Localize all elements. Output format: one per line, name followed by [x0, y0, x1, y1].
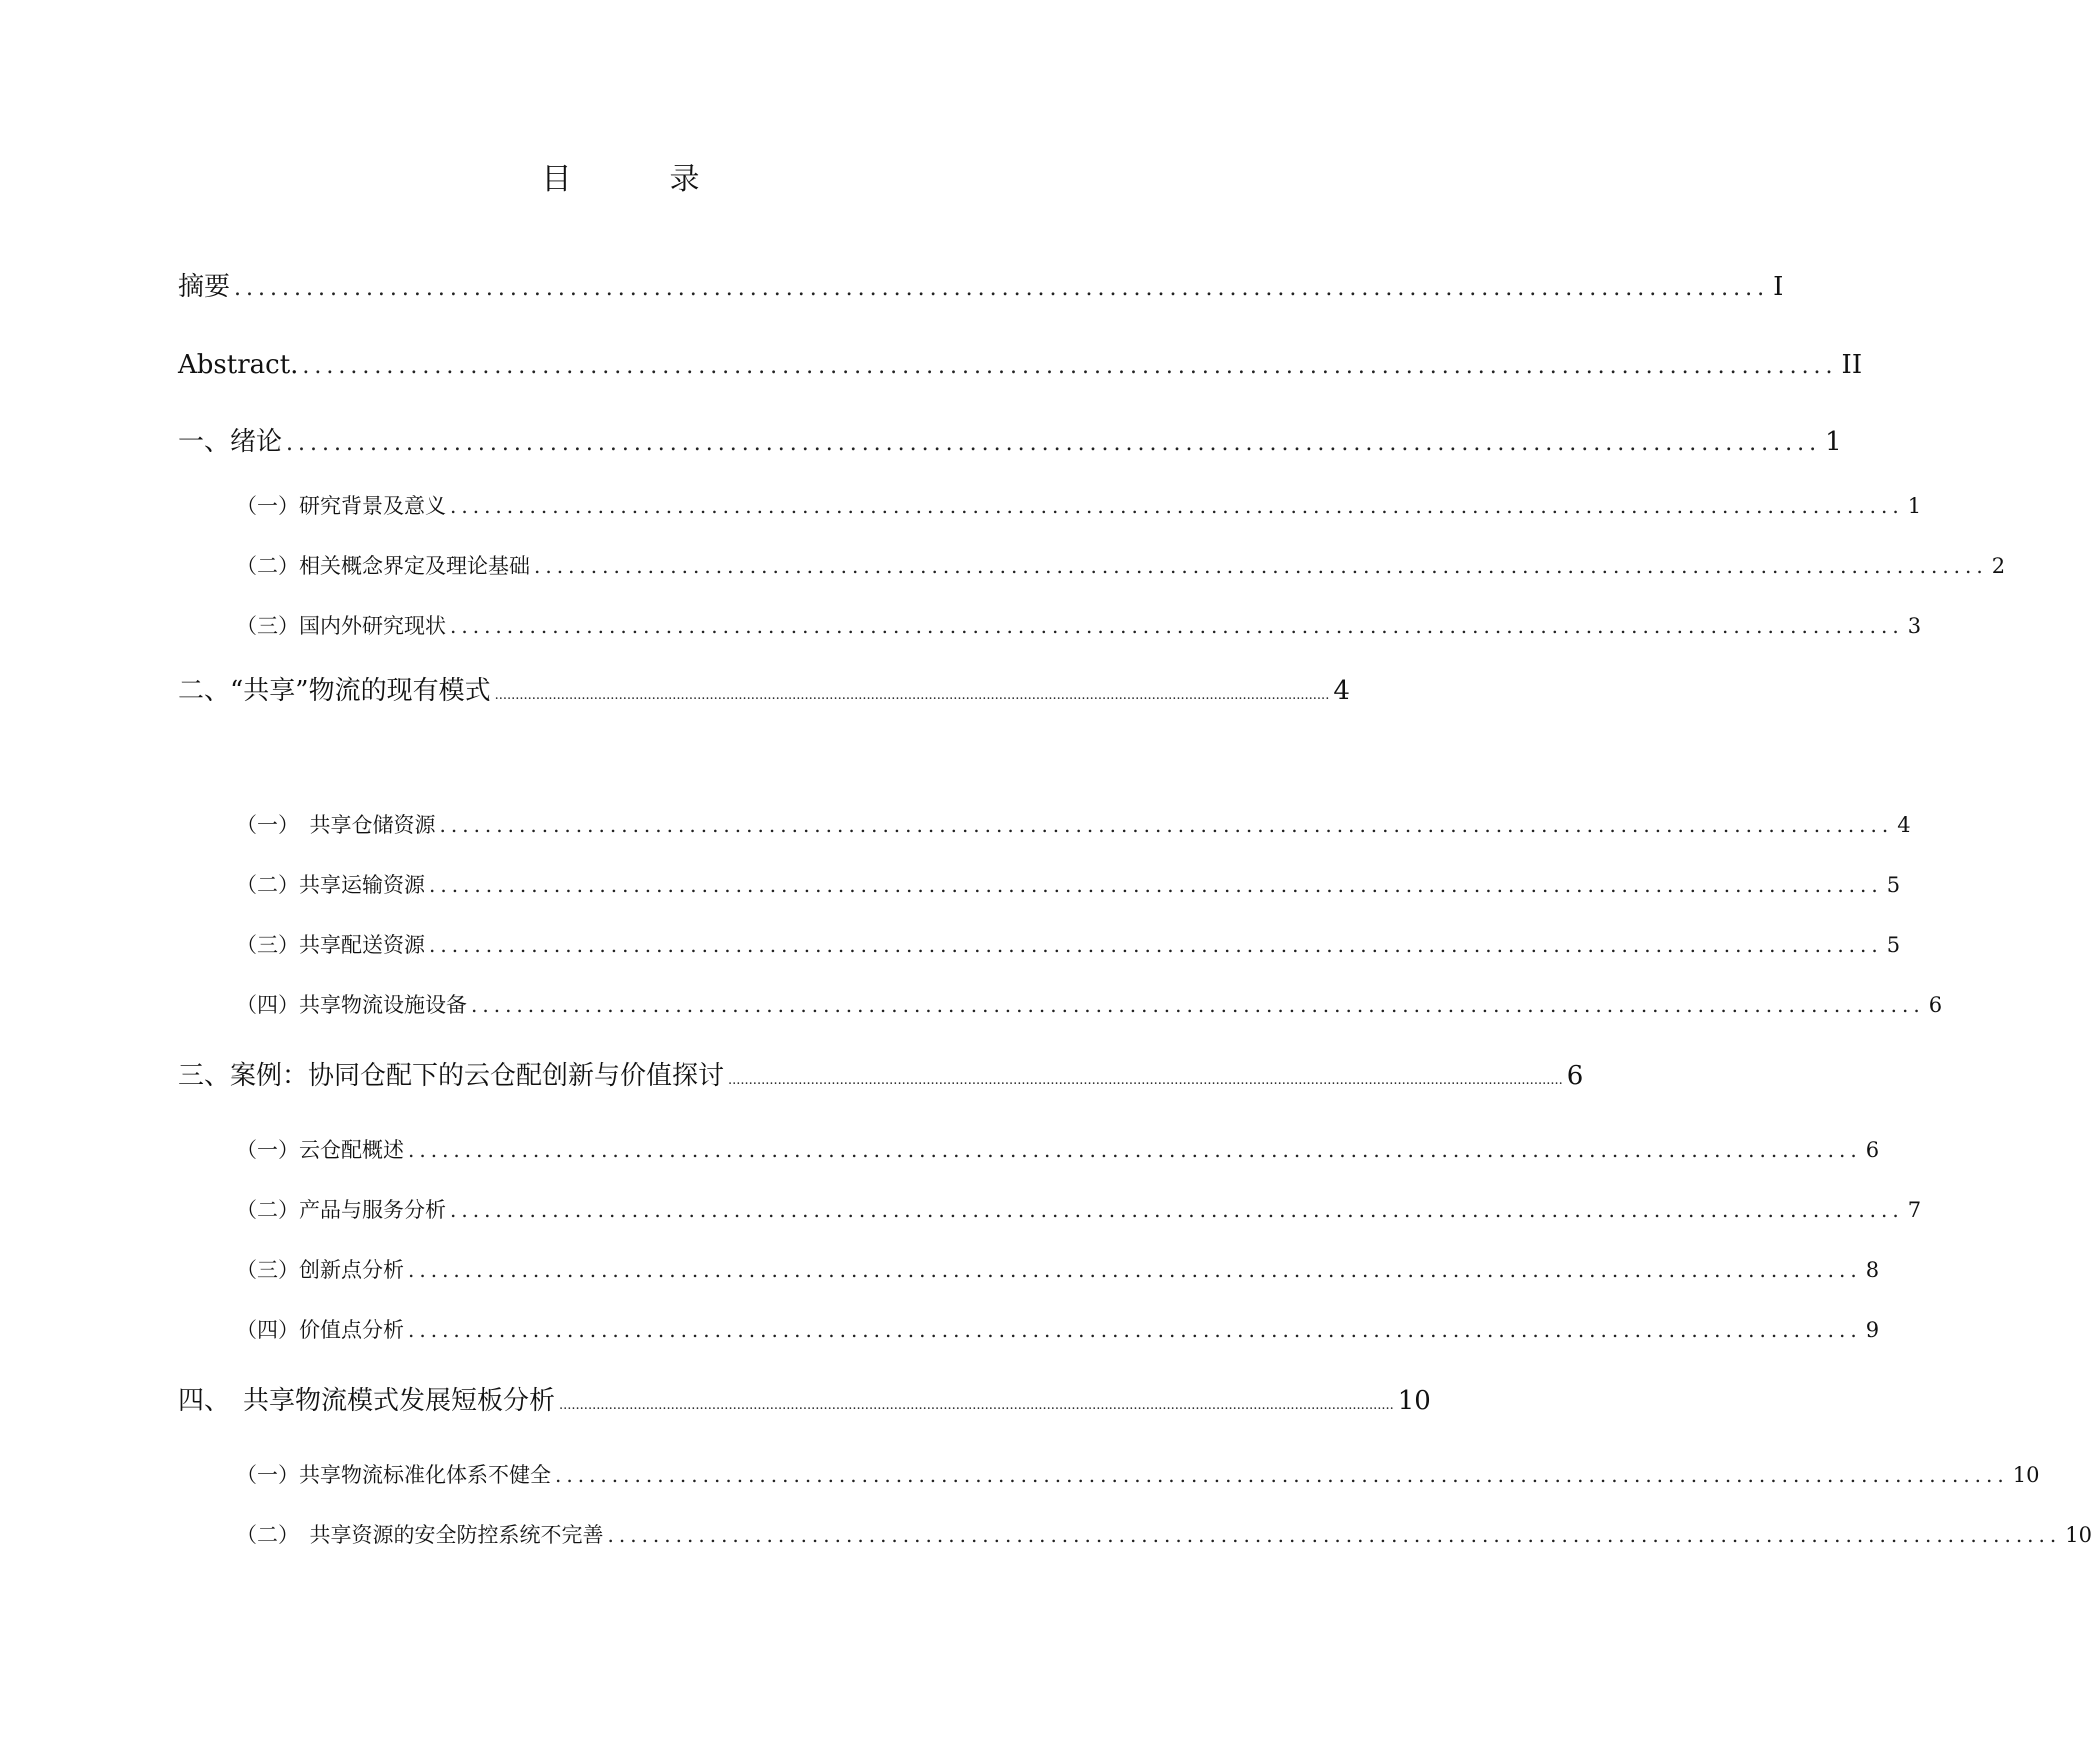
toc-entry-label: （二） 共享资源的安全防控系统不完善 [236, 1523, 604, 1547]
toc-leader-dots: ................................................................................................................................ [450, 494, 1904, 518]
toc-entry-label: 摘要 [178, 272, 231, 302]
toc-entry-chapter-2[interactable] [178, 671, 1350, 711]
toc-page-number: 4 [1333, 676, 1350, 706]
toc-entry-label: （一）云仓配概述 [236, 1138, 404, 1162]
toc-page-number: 10 [2065, 1523, 2092, 1547]
toc-leader-dots: ................................................................................................................................ [234, 276, 1770, 301]
toc-leader-dots: ................................................................................................................................ [607, 1523, 2062, 1547]
toc-entry-label: （二）产品与服务分析 [236, 1198, 446, 1222]
toc-entry-3-4[interactable] [236, 1313, 1880, 1347]
toc-leader-dots: ................................................................................................................................ [534, 554, 1988, 578]
toc-entry-label: 二、“共享”物流的现有模式 [178, 676, 491, 706]
toc-page-number: 10 [2012, 1463, 2040, 1487]
toc-entry-label: （四）共享物流设施设备 [236, 993, 467, 1017]
toc-entry-label: （三）国内外研究现状 [236, 614, 446, 638]
toc-entry-label: 四、 共享物流模式发展短板分析 [178, 1386, 556, 1416]
toc-page-number: 1 [1825, 427, 1842, 457]
toc-leader-dots: ................................................................................................................................ [302, 354, 1838, 379]
toc-entry-1-3[interactable] [236, 609, 1922, 643]
toc-leader-dots: ................................................................................................................................ [408, 1318, 1862, 1342]
toc-page-number: 6 [1566, 1061, 1584, 1091]
toc-page-number: 6 [1928, 993, 1943, 1017]
toc-entry-3-1[interactable] [236, 1133, 1880, 1167]
toc-page-number: 7 [1907, 1198, 1922, 1222]
toc-entry-label: （一）研究背景及意义 [236, 494, 446, 518]
toc-entry-3-2[interactable] [236, 1193, 1922, 1227]
toc-leader-dots: ................................................................................................................................ [408, 1258, 1862, 1282]
toc-entry-abstract-en[interactable] [178, 345, 1863, 385]
toc-entry-1-1[interactable] [236, 489, 1922, 523]
toc-leader-dots: .......................................................................................................................................................................................................... [494, 688, 1330, 703]
toc-page-number: 8 [1865, 1258, 1880, 1282]
toc-leader-dots: ................................................................................................................................ [450, 614, 1904, 638]
toc-entry-chapter-4[interactable] [178, 1381, 1431, 1421]
toc-page-number: II [1841, 350, 1863, 380]
toc-leader-dots: ................................................................................................................................ [450, 1198, 1904, 1222]
toc-page-number: 3 [1907, 614, 1922, 638]
toc-entry-2-1[interactable] [236, 808, 1911, 842]
toc-entry-2-4[interactable] [236, 988, 1943, 1022]
toc-entry-abstract-cn[interactable] [178, 267, 1784, 307]
toc-leader-dots: ................................................................................................................................ [429, 933, 1883, 957]
toc-entry-4-1[interactable] [236, 1458, 2040, 1492]
toc-entry-label: Abstract. [178, 350, 299, 380]
page-title: 目 录 [541, 162, 734, 197]
toc-leader-dots: ................................................................................................................................ [555, 1463, 2009, 1487]
toc-page-number: I [1773, 272, 1784, 302]
toc-leader-dots: ................................................................................................................................ [429, 873, 1883, 897]
toc-leader-dots: ................................................................................................................................ [408, 1138, 1862, 1162]
toc-leader-dots: ................................................................................................................................ [286, 431, 1822, 456]
toc-page-number: 9 [1865, 1318, 1880, 1342]
toc-entry-chapter-3[interactable] [178, 1056, 1584, 1096]
toc-entry-label: 三、案例：协同仓配下的云仓配创新与价值探讨 [178, 1061, 725, 1091]
toc-entry-chapter-1[interactable] [178, 422, 1842, 462]
toc-leader-dots: ................................................................................................................................ [471, 993, 1925, 1017]
toc-entry-label: 一、绪论 [178, 427, 283, 457]
toc-entry-label: （一） 共享仓储资源 [236, 813, 436, 837]
toc-leader-dots: .......................................................................................................................................................................................................... [728, 1073, 1563, 1088]
toc-entry-label: （三）共享配送资源 [236, 933, 425, 957]
toc-page-number: 1 [1907, 494, 1922, 518]
toc-page-number: 10 [1397, 1386, 1431, 1416]
toc-entry-1-2[interactable] [236, 549, 2006, 583]
toc-entry-label: （二）相关概念界定及理论基础 [236, 554, 530, 578]
toc-page-number: 6 [1865, 1138, 1880, 1162]
toc-entry-2-2[interactable] [236, 868, 1901, 902]
toc-entry-label: （二）共享运输资源 [236, 873, 425, 897]
toc-page-number: 5 [1886, 933, 1901, 957]
toc-entry-label: （四）价值点分析 [236, 1318, 404, 1342]
toc-entry-4-2[interactable] [236, 1518, 2092, 1552]
toc-page-number: 5 [1886, 873, 1901, 897]
toc-leader-dots: ................................................................................................................................ [439, 813, 1894, 837]
toc-page-number: 2 [1991, 554, 2006, 578]
toc-entry-2-3[interactable] [236, 928, 1901, 962]
toc-entry-3-3[interactable] [236, 1253, 1880, 1287]
toc-leader-dots: .......................................................................................................................................................................................................... [559, 1398, 1394, 1413]
toc-entry-label: （一）共享物流标准化体系不健全 [236, 1463, 551, 1487]
toc-entry-label: （三）创新点分析 [236, 1258, 404, 1282]
toc-page-number: 4 [1897, 813, 1911, 837]
